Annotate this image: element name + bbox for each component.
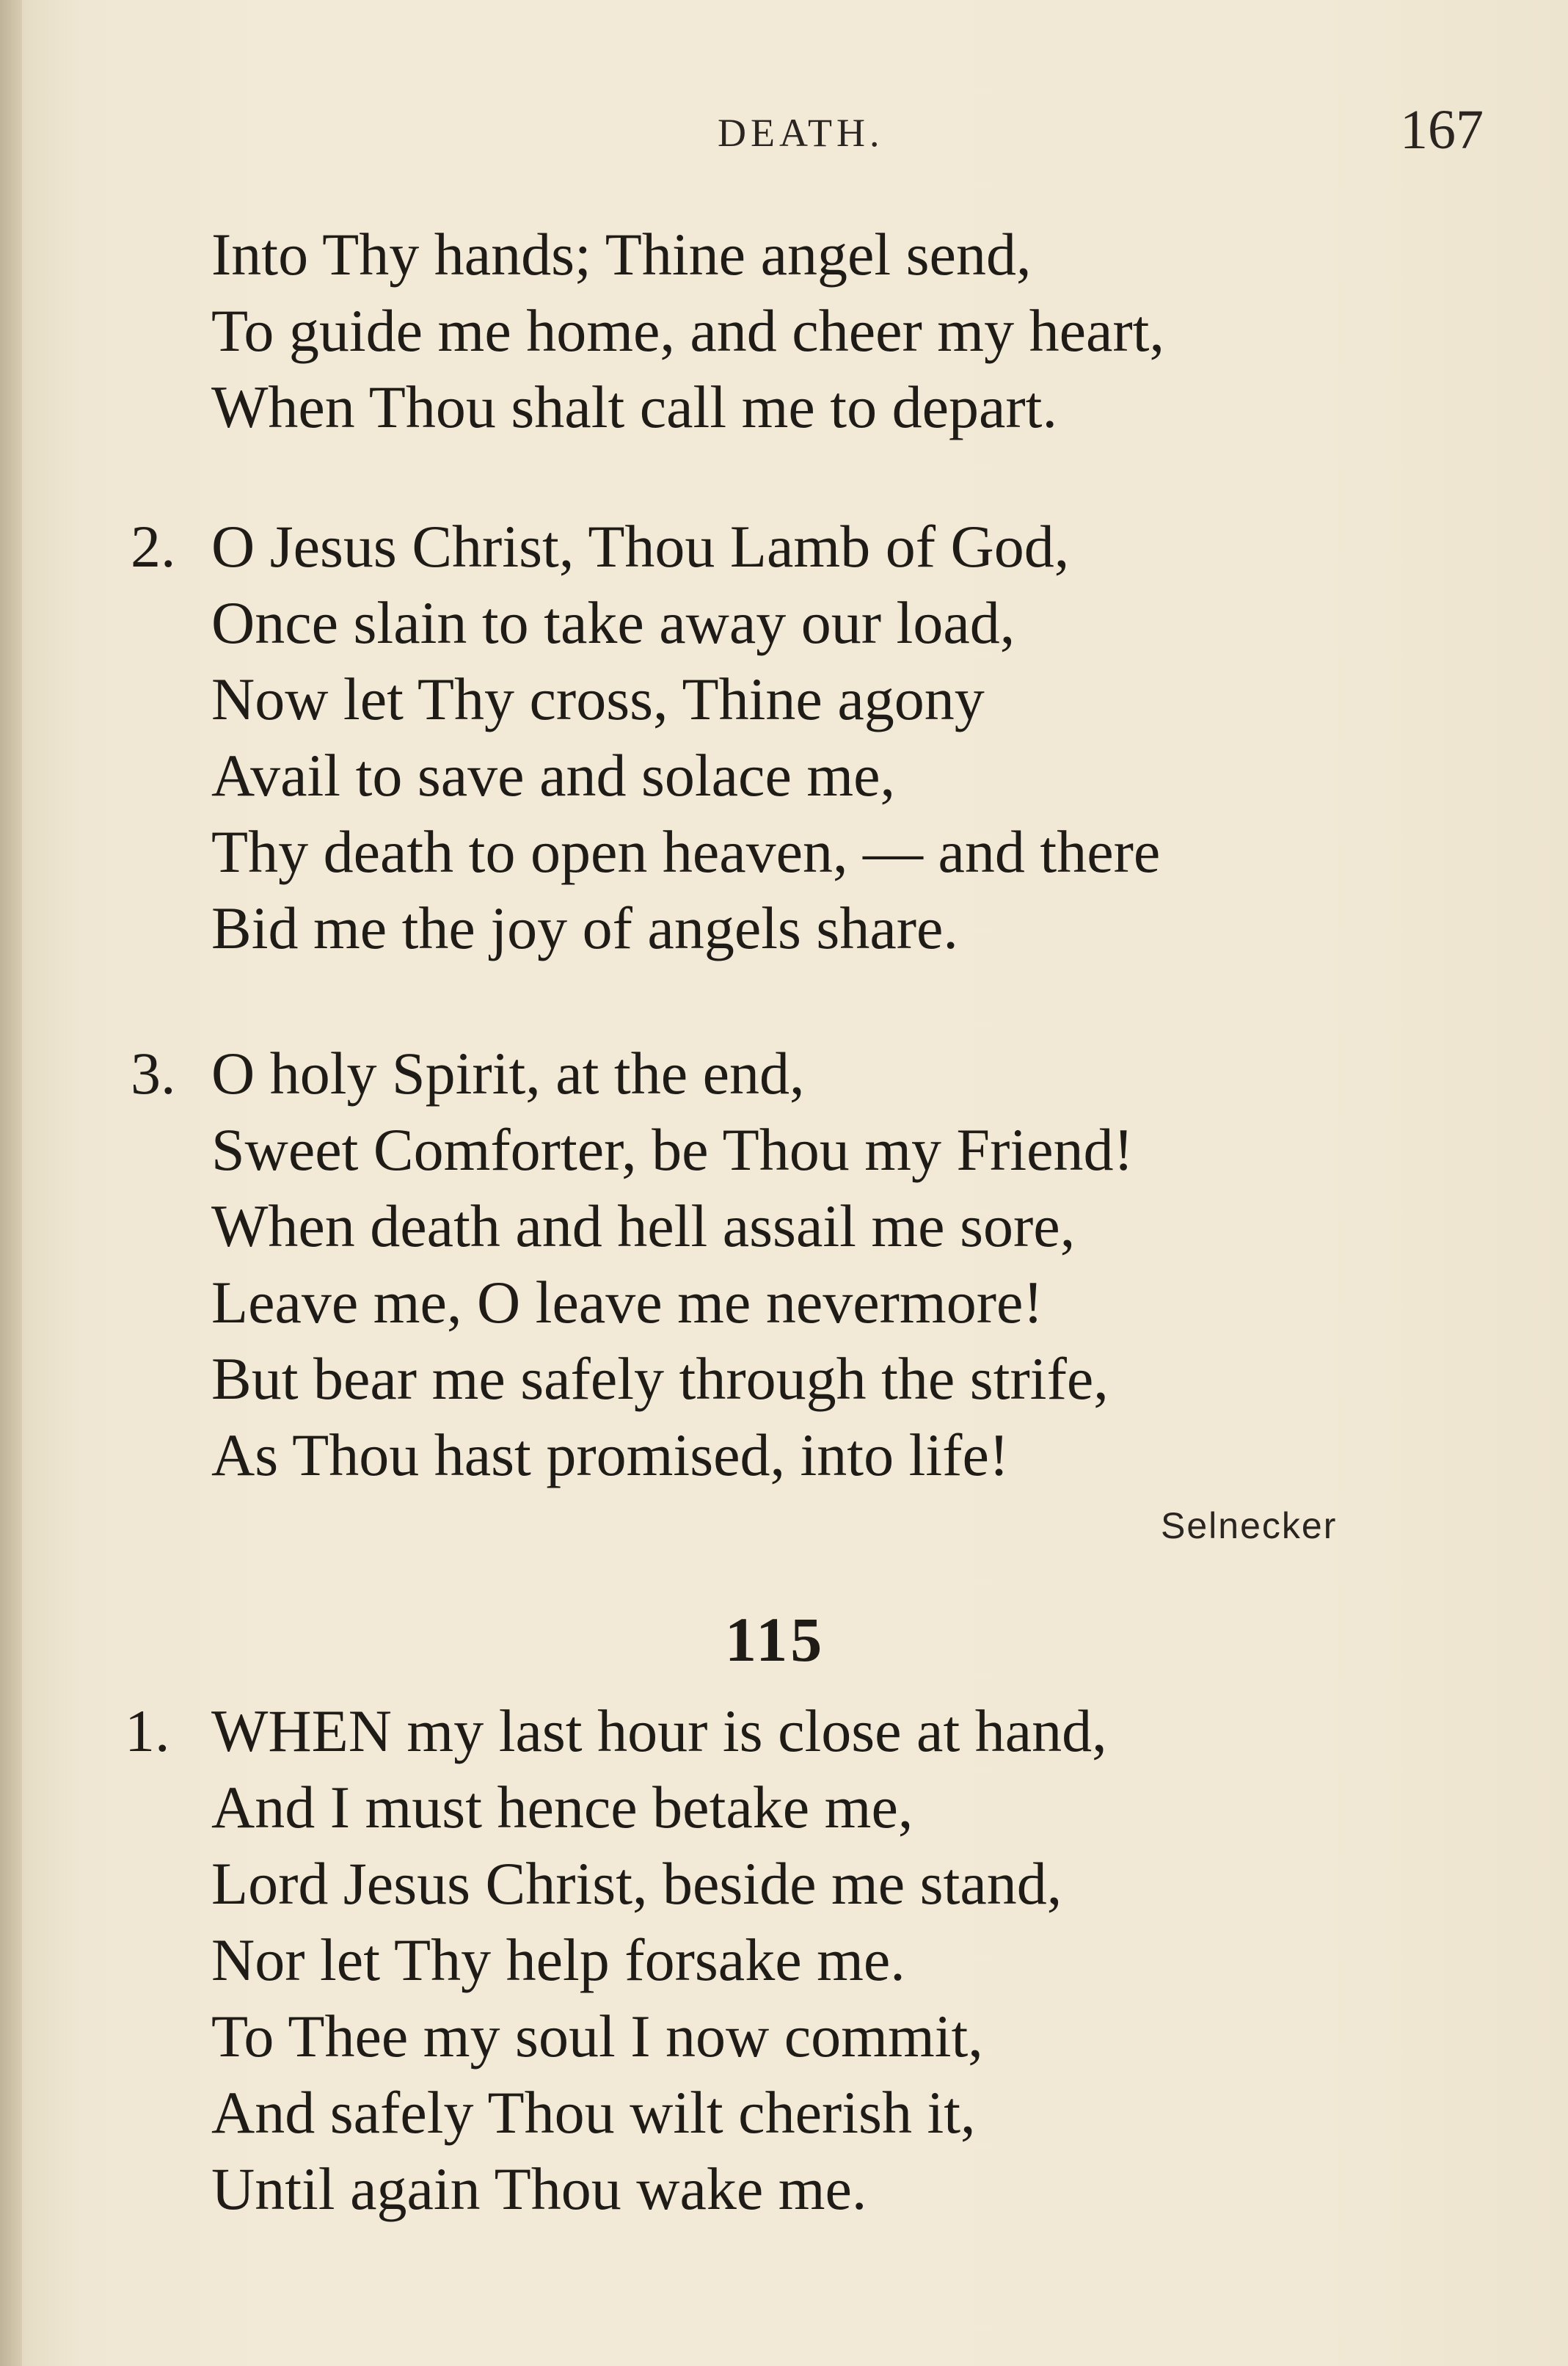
verse-number: 2. <box>131 513 176 580</box>
verse-line: And safely Thou wilt cherish it, <box>211 2079 976 2146</box>
verse-line: When death and hell assail me sore, <box>211 1193 1076 1259</box>
verse-line: Lord Jesus Christ, beside me stand, <box>211 1850 1062 1917</box>
verse-line: And I must hence betake me, <box>211 1774 914 1841</box>
page-number: 167 <box>1400 99 1484 161</box>
verse-line: WHEN my last hour is close at hand, <box>211 1697 1107 1764</box>
verse-line: Thy death to open heaven, — and there <box>211 818 1161 885</box>
verse-line: To Thee my soul I now commit, <box>211 2003 983 2070</box>
verse-line: But bear me safely through the strife, <box>211 1345 1109 1412</box>
verse-line: Avail to save and solace me, <box>211 742 896 809</box>
verse-line: O holy Spirit, at the end, <box>211 1040 805 1107</box>
verse-line: Nor let Thy help forsake me. <box>211 1926 905 1993</box>
verse-line: When Thou shalt call me to depart. <box>211 374 1057 440</box>
verse-line: Once slain to take away our load, <box>211 589 1015 656</box>
verse-number: 1. <box>125 1697 170 1764</box>
verse-line: Now let Thy cross, Thine agony <box>211 666 985 732</box>
hymn-number: 115 <box>725 1604 825 1675</box>
binding-edge <box>0 0 22 2366</box>
verse-line: Into Thy hands; Thine angel send, <box>211 221 1032 288</box>
running-head: DEATH. <box>718 111 884 155</box>
verse-line: Leave me, O leave me nevermore! <box>211 1269 1043 1336</box>
verse-line: Sweet Comforter, be Thou my Friend! <box>211 1116 1134 1183</box>
verse-number: 3. <box>131 1040 176 1107</box>
verse-line: Until again Thou wake me. <box>211 2155 867 2222</box>
verse-line: To guide me home, and cheer my heart, <box>211 297 1164 364</box>
verse-line: Bid me the joy of angels share. <box>211 895 958 961</box>
verse-line: O Jesus Christ, Thou Lamb of God, <box>211 513 1070 580</box>
verse-line: As Thou hast promised, into life! <box>211 1422 1010 1488</box>
author-attribution: Selnecker <box>1161 1505 1338 1546</box>
